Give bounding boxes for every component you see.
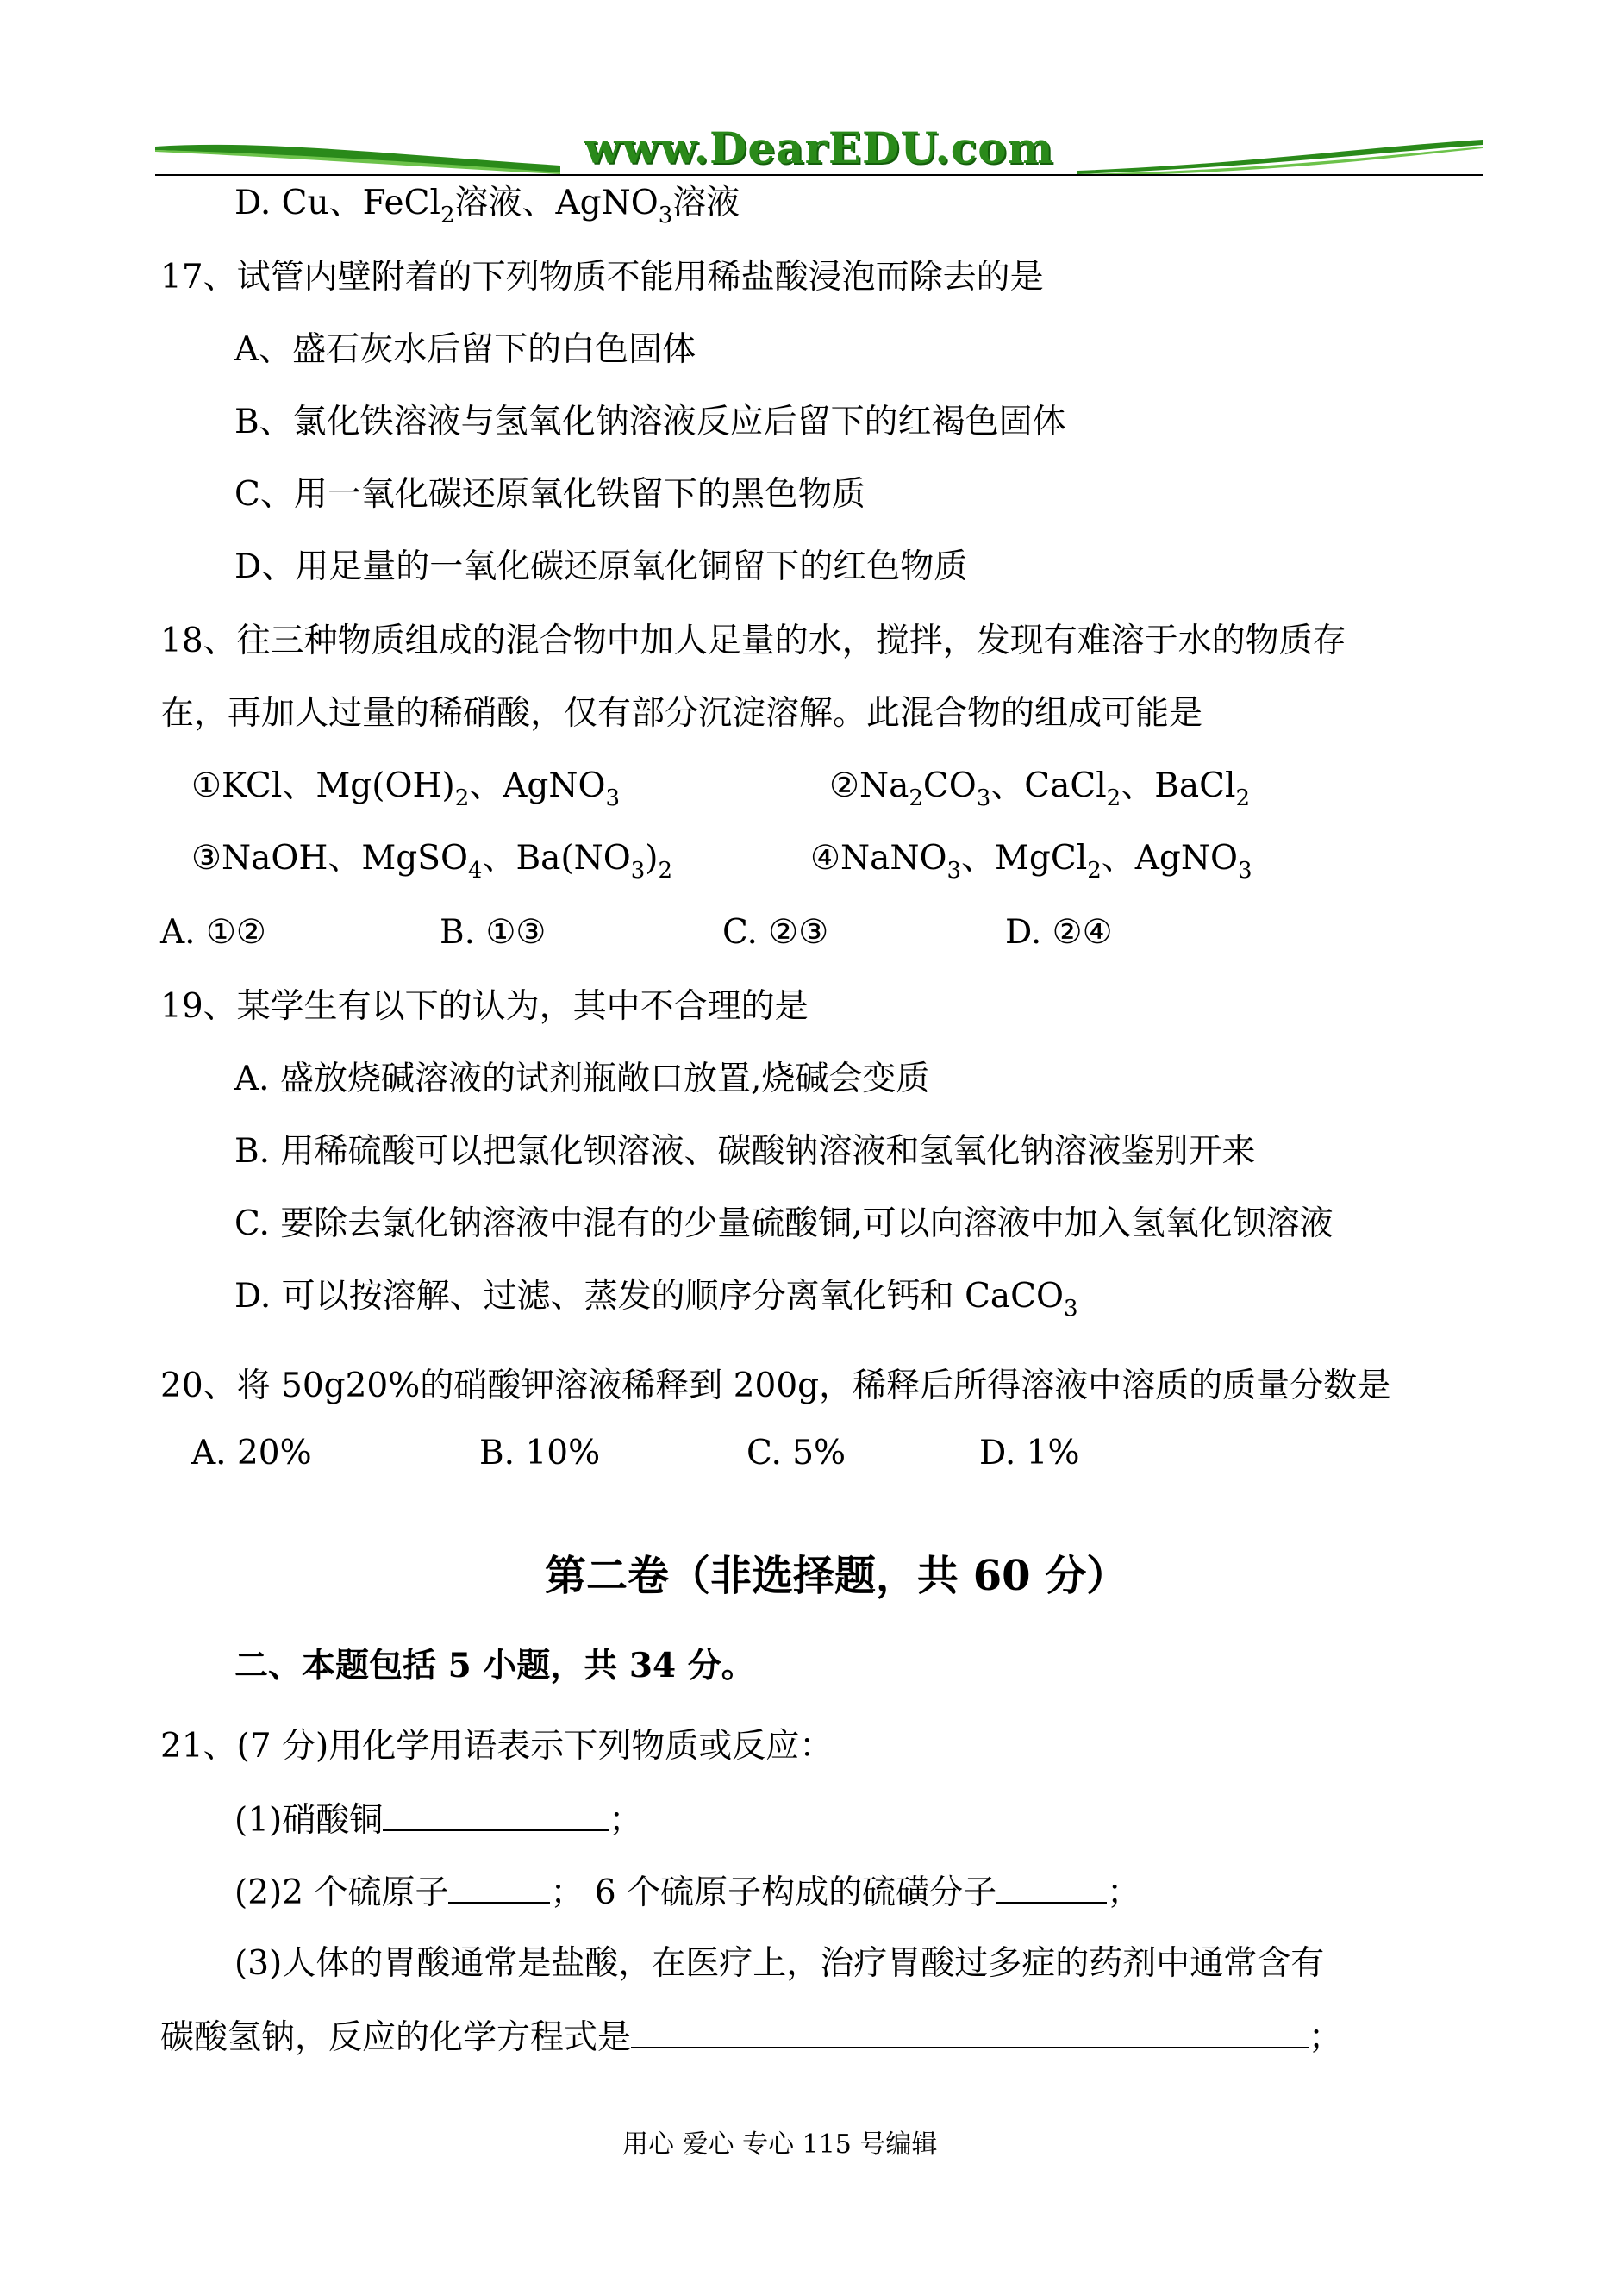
q19-option-d: D. 可以按溶解、过滤、蒸发的顺序分离氧化钙和 CaCO$_3$: [234, 1277, 1078, 1322]
page-footer: 用心 爱心 专心 115 号编辑: [622, 2129, 938, 2160]
q18-answer-c: C. ②③: [722, 913, 829, 952]
answer-blank-1[interactable]: [383, 1797, 609, 1831]
part2-subtitle: 二、本题包括 5 小题，共 34 分。: [234, 1646, 755, 1685]
q18-answer-a: A. ①②: [160, 913, 266, 952]
q21-part-3-line2: 碳酸氢钠，反应的化学方程式是 ；: [160, 2014, 1342, 2059]
q20-option-b: B. 10%: [479, 1434, 601, 1473]
right-swoosh-icon: [1077, 128, 1483, 179]
q17-option-c: C、用一氧化碳还原氧化铁留下的黑色物质: [234, 475, 865, 514]
q17-option-d: D、用足量的一氧化碳还原氧化铜留下的红色物质: [234, 547, 968, 586]
q18-stem-line2: 在，再加人过量的稀硝酸，仅有部分沉淀溶解。此混合物的组成可能是: [160, 694, 1203, 733]
q21-part-1: (1)硝酸铜 ；: [234, 1797, 642, 1842]
part2-title: 第二卷（非选择题，共 60 分）: [545, 1552, 1128, 1600]
q18-answer-b: B. ①③: [440, 913, 547, 952]
q19-stem: 19、某学生有以下的认为，其中不合理的是: [160, 987, 809, 1026]
q18-stem-line1: 18、往三种物质组成的混合物中加人足量的水，搅拌，发现有难溶于水的物质存: [160, 622, 1346, 660]
header-rule: [155, 174, 1483, 176]
q20-stem: 20、将 50g20%的硝酸钾溶液稀释到 200g，稀释后所得溶液中溶质的质量分数是: [160, 1366, 1391, 1405]
q18-combo-3: ③NaOH、MgSO$_4$、$Ba(NO_3)_2$: [191, 839, 673, 884]
q19-option-b: B. 用稀硫酸可以把氯化钡溶液、碳酸钠溶液和氢氧化钠溶液鉴别开来: [234, 1132, 1256, 1171]
answer-blank-4[interactable]: [631, 2014, 1309, 2048]
q18-combo-1: ①KCl、$Mg(OH)_2$、AgNO$_3$: [191, 766, 621, 811]
q17-option-b: B、氯化铁溶液与氢氧化钠溶液反应后留下的红褐色固体: [234, 403, 1066, 441]
q18-combo-2: $②Na_2CO_3$、CaCl$_2$、BaCl$_2$: [829, 766, 1250, 811]
q20-option-a: A. 20%: [191, 1434, 312, 1473]
q19-option-c: C. 要除去氯化钠溶液中混有的少量硫酸铜,可以向溶液中加入氢氧化钡溶液: [234, 1204, 1334, 1243]
q18-combo-4: ④NaNO$_3$、MgCl$_2$、AgNO$_3$: [810, 839, 1252, 884]
q21-part-3-line1: (3)人体的胃酸通常是盐酸，在医疗上，治疗胃酸过多症的药剂中通常含有: [234, 1944, 1325, 1983]
q20-option-c: C. 5%: [746, 1434, 846, 1473]
site-logo: www.DearEDU.com: [584, 122, 1054, 173]
q21-stem: 21、(7 分)用化学用语表示下列物质或反应：: [160, 1727, 834, 1766]
left-swoosh-icon: [155, 128, 560, 179]
q19-option-a: A. 盛放烧碱溶液的试剂瓶敞口放置,烧碱会变质: [234, 1060, 930, 1098]
answer-blank-3[interactable]: [996, 1869, 1107, 1904]
q20-option-d: D. 1%: [979, 1434, 1080, 1473]
answer-blank-2[interactable]: [448, 1869, 550, 1904]
q18-answer-d: D. ②④: [1005, 913, 1113, 952]
q21-part-2: (2)2 个硫原子 ； 6 个硫原子构成的硫磺分子 ；: [234, 1869, 1140, 1914]
header-banner: [155, 121, 1483, 181]
q17-stem: 17、试管内壁附着的下列物质不能用稀盐酸浸泡而除去的是: [160, 258, 1044, 297]
q17-option-a: A、盛石灰水后留下的白色固体: [234, 330, 696, 369]
q16-option-d: D. Cu、FeCl$_2$溶液、AgNO$_3$溶液: [234, 184, 740, 228]
